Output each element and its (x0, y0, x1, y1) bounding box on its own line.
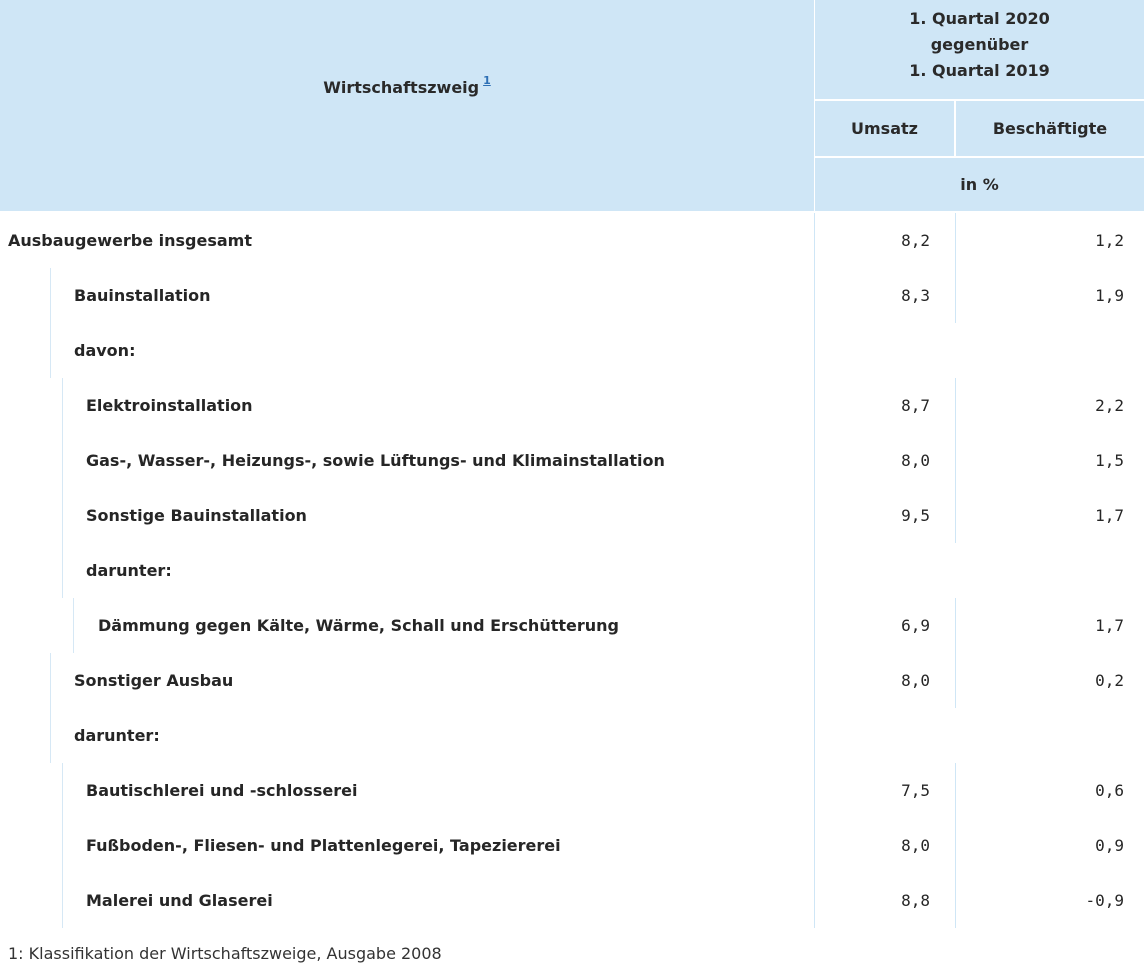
header-cell-beschaeftigte (956, 101, 1144, 156)
cell-beschaeftigte: 1,2 (1095, 231, 1124, 250)
row-label: Ausbaugewerbe insgesamt (8, 231, 252, 250)
row-label: Elektroinstallation (86, 396, 253, 415)
row-label: Malerei und Glaserei (86, 891, 273, 910)
row-label: darunter: (74, 726, 160, 745)
footnote-text: 1: Klassifikation der Wirtschaftszweige, Ausgabe 2008 (8, 944, 442, 963)
cell-umsatz: 8,8 (901, 891, 930, 910)
cell-beschaeftigte: -0,9 (1085, 891, 1124, 910)
row-label: Bauinstallation (74, 286, 211, 305)
header-period-line3: 1. Quartal 2019 (909, 61, 1050, 80)
row-label: Sonstiger Ausbau (74, 671, 234, 690)
header-label-wirtschaftszweig: Wirtschaftszweig (323, 78, 480, 97)
row-label: Fußboden-, Fliesen- und Plattenlegerei, Tapeziererei (86, 836, 561, 855)
cell-beschaeftigte: 1,9 (1095, 286, 1124, 305)
cell-beschaeftigte: 1,5 (1095, 451, 1124, 470)
header-cell-umsatz (815, 101, 954, 156)
cell-umsatz: 8,0 (901, 451, 930, 470)
indent-guide-level1 (50, 268, 51, 378)
cell-beschaeftigte: 1,7 (1095, 616, 1124, 635)
cell-umsatz: 8,7 (901, 396, 930, 415)
row-label: davon: (74, 341, 136, 360)
cell-umsatz: 8,3 (901, 286, 930, 305)
cell-umsatz: 8,0 (901, 836, 930, 855)
row-label: Sonstige Bauinstallation (86, 506, 307, 525)
cell-umsatz: 8,0 (901, 671, 930, 690)
header-period-line2: gegenüber (930, 35, 1029, 54)
row-label: Gas-, Wasser-, Heizungs-, sowie Lüftungs- und Klimainstallation (86, 451, 665, 470)
row-label: darunter: (86, 561, 172, 580)
cell-beschaeftigte: 2,2 (1095, 396, 1124, 415)
header-cell-period (815, 0, 1144, 99)
indent-guide-level2 (62, 763, 63, 928)
cell-umsatz: 7,5 (901, 781, 930, 800)
cell-beschaeftigte: 1,7 (1095, 506, 1124, 525)
header-label-unit: in % (960, 174, 999, 194)
header-label-beschaeftigte: Beschäftigte (992, 118, 1108, 138)
indent-guide-level2 (62, 378, 63, 598)
cell-beschaeftigte: 0,6 (1095, 781, 1124, 800)
header-period-line1: 1. Quartal 2020 (909, 9, 1050, 28)
header-cell-unit (815, 158, 1144, 211)
footnote-ref-link[interactable]: 1 (483, 74, 491, 87)
row-label: Bautischlerei und -schlosserei (86, 781, 358, 800)
row-label: Dämmung gegen Kälte, Wärme, Schall und Erschütterung (98, 616, 619, 635)
header-label-umsatz: Umsatz (851, 118, 918, 138)
cell-beschaeftigte: 0,9 (1095, 836, 1124, 855)
indent-guide-level3 (73, 598, 74, 653)
cell-umsatz: 6,9 (901, 616, 930, 635)
cell-umsatz: 8,2 (901, 231, 930, 250)
indent-guide-level1 (50, 653, 51, 763)
cell-umsatz: 9,5 (901, 506, 930, 525)
header-cell-wirtschaftszweig (0, 0, 814, 211)
cell-beschaeftigte: 0,2 (1095, 671, 1124, 690)
